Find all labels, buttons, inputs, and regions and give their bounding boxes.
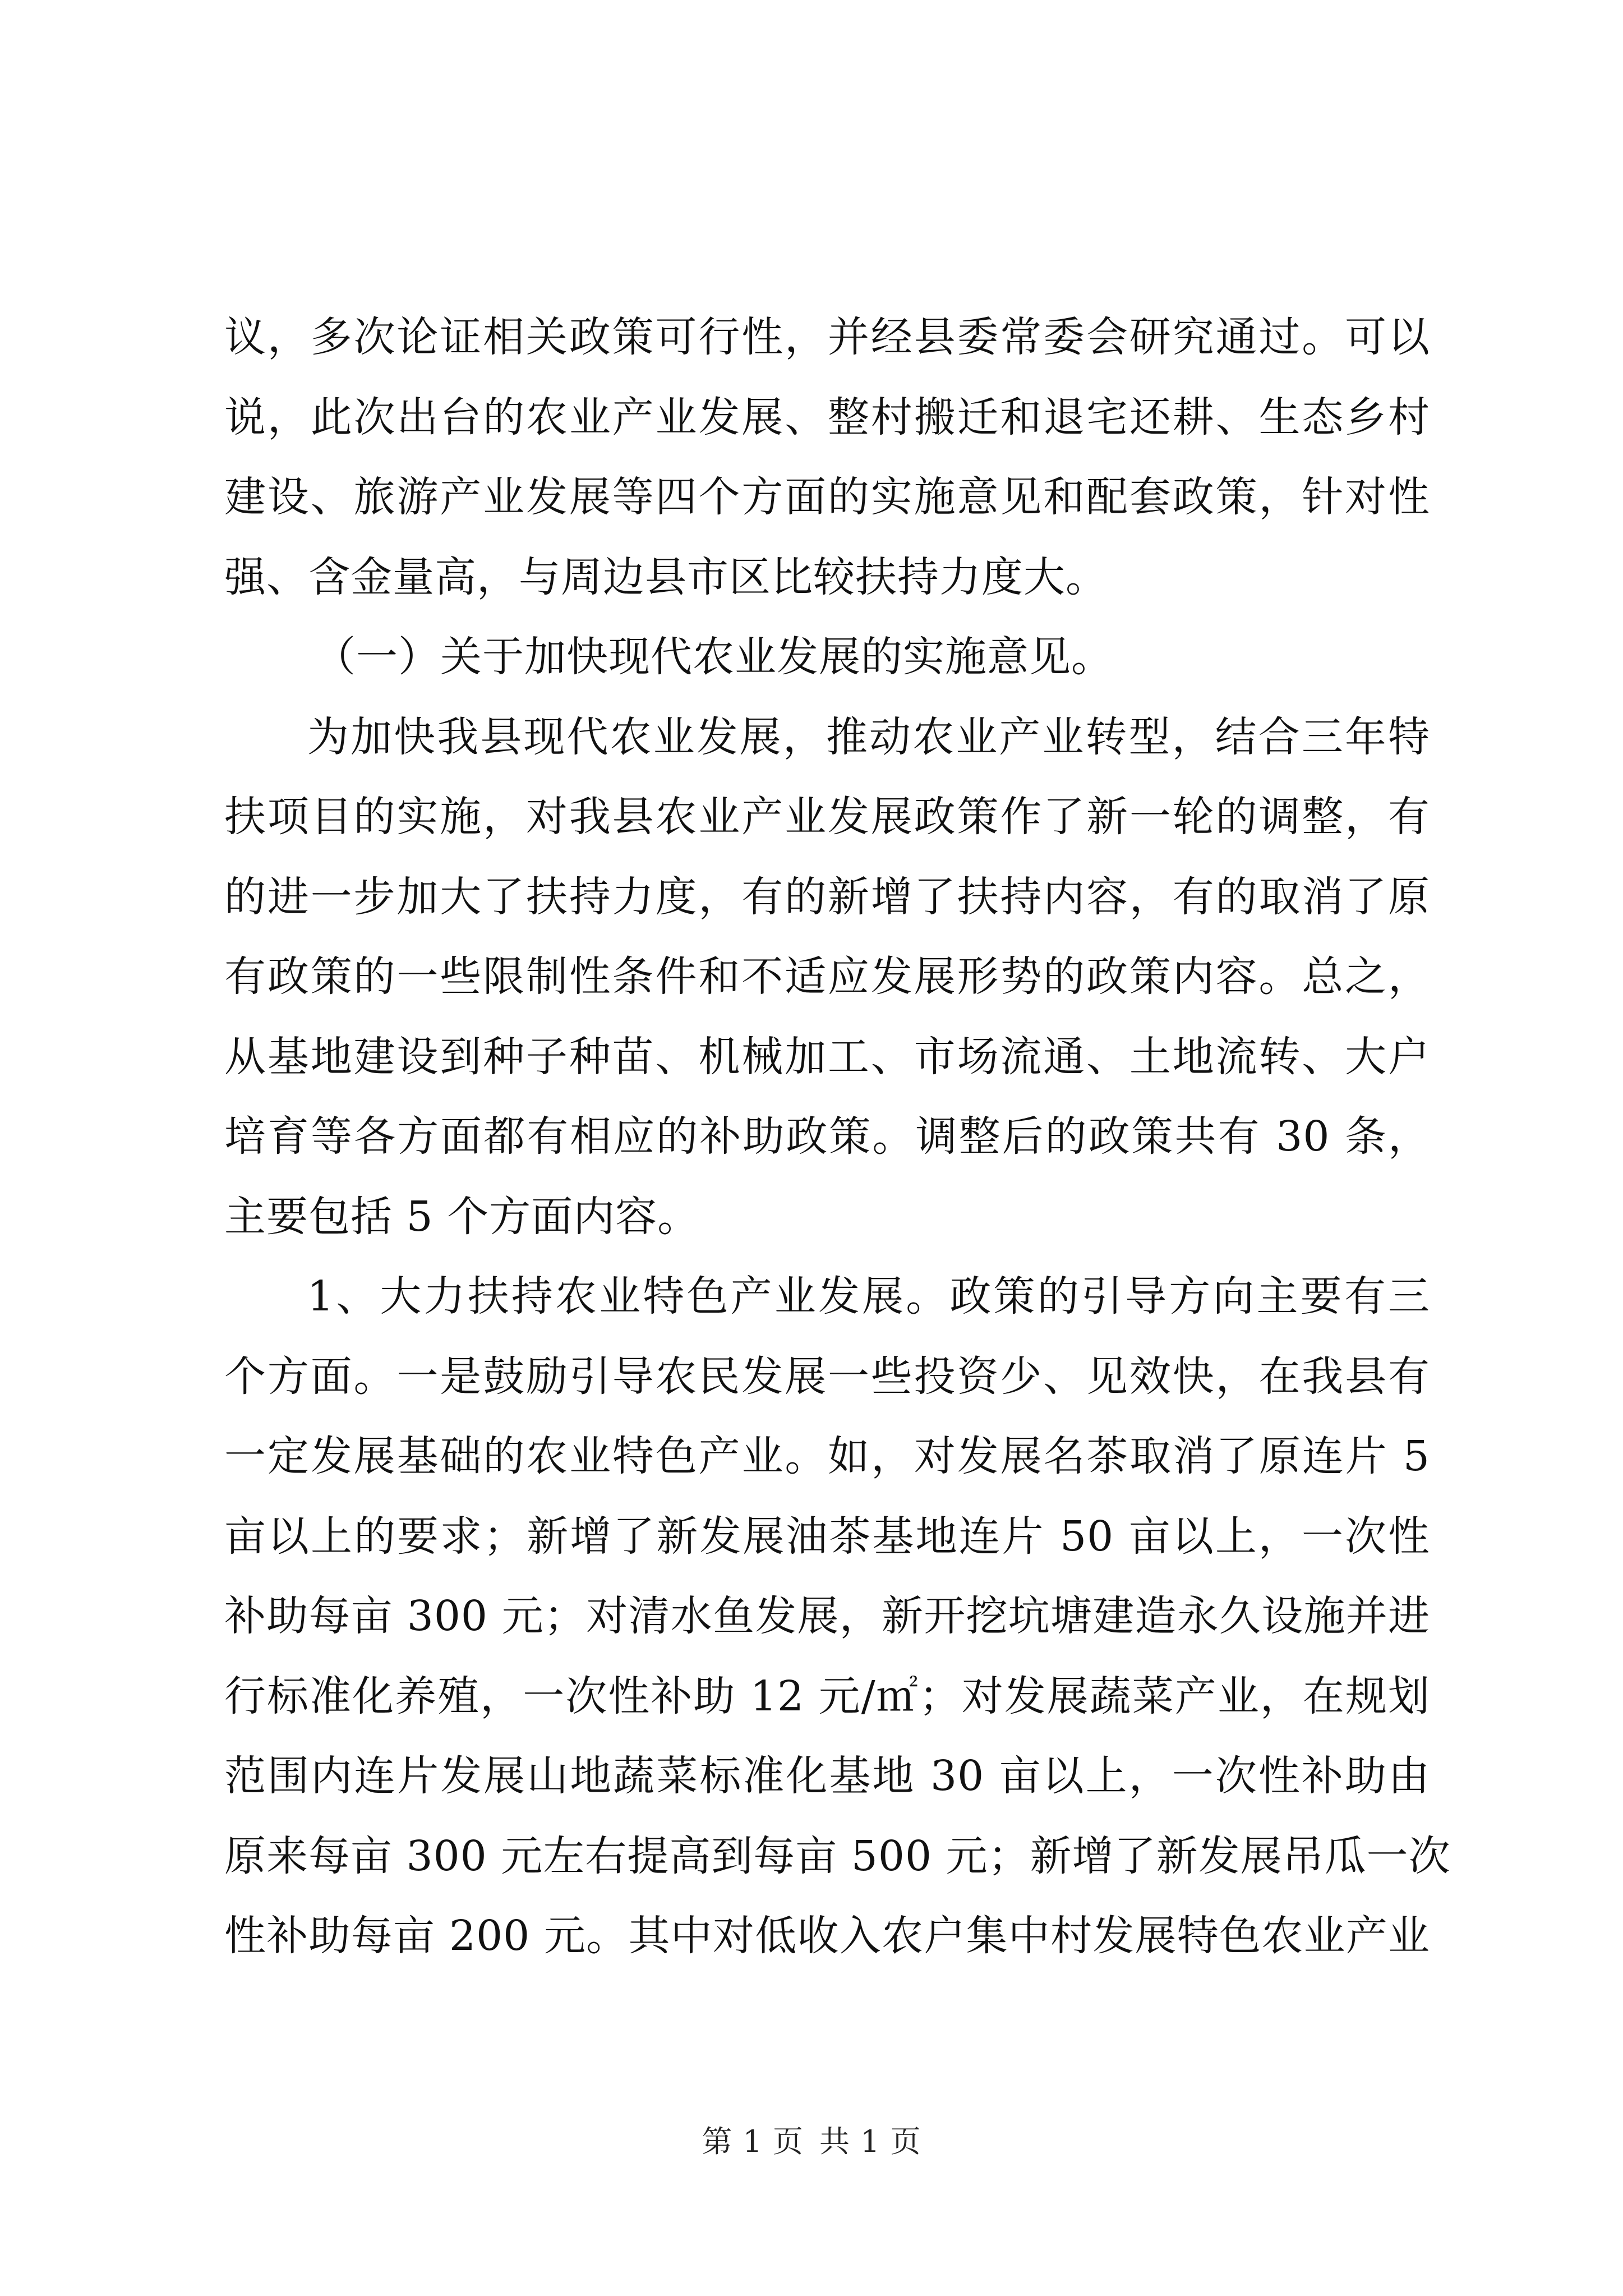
- text-line: 从基地建设到种子种苗、机械加工、市场流通、土地流转、大户: [224, 1032, 1430, 1081]
- text-line: 行标准化养殖，一次性补助 12 元/㎡；对发展蔬菜产业，在规划: [224, 1672, 1430, 1720]
- text-line: 主要包括 5 个方面内容。: [224, 1192, 700, 1241]
- text-line: 的进一步加大了扶持力度，有的新增了扶持内容，有的取消了原: [224, 872, 1430, 921]
- text-line: 补助每亩 300 元；对清水鱼发展，新开挖坑塘建造永久设施并进: [224, 1592, 1430, 1640]
- text-line: 性补助每亩 200 元。其中对低收入农户集中村发展特色农业产业: [224, 1912, 1430, 1960]
- page-total: 共 1 页: [819, 2124, 921, 2159]
- text-line: 强、含金量高，与周边县市区比较扶持力度大。: [224, 553, 1108, 601]
- text-line: 1、大力扶持农业特色产业发展。政策的引导方向主要有三: [307, 1272, 1430, 1320]
- text-line: 有政策的一些限制性条件和不适应发展形势的政策内容。总之，: [224, 953, 1430, 1001]
- text-line: 议，多次论证相关政策可行性，并经县委常委会研究通过。可以: [224, 313, 1430, 361]
- document-body: [224, 297, 1451, 1976]
- text-line: 范围内连片发展山地蔬菜标准化基地 30 亩以上，一次性补助由: [224, 1752, 1430, 1800]
- text-line: 个方面。一是鼓励引导农民发展一些投资少、见效快，在我县有: [224, 1352, 1430, 1401]
- text-line: 培育等各方面都有相应的补助政策。调整后的政策共有 30 条，: [224, 1112, 1430, 1161]
- text-line: 原来每亩 300 元左右提高到每亩 500 元；新增了新发展吊瓜一次: [224, 1832, 1451, 1880]
- text-line: （一）关于加快现代农业发展的实施意见。: [314, 633, 1113, 681]
- text-line: 说，此次出台的农业产业发展、整村搬迁和退宅还耕、生态乡村: [224, 393, 1430, 441]
- page-footer: [0, 2118, 1623, 2161]
- text-line: 一定发展基础的农业特色产业。如，对发展名茶取消了原连片 5: [224, 1432, 1430, 1480]
- text-line: 为加快我县现代农业发展，推动农业产业转型，结合三年特: [307, 712, 1430, 761]
- page-number: 第 1 页: [702, 2124, 804, 2159]
- text-line: 扶项目的实施，对我县农业产业发展政策作了新一轮的调整，有: [224, 793, 1430, 841]
- text-line: 建设、旅游产业发展等四个方面的实施意见和配套政策，针对性: [224, 473, 1430, 521]
- text-line: 亩以上的要求；新增了新发展油茶基地连片 50 亩以上，一次性: [224, 1512, 1430, 1561]
